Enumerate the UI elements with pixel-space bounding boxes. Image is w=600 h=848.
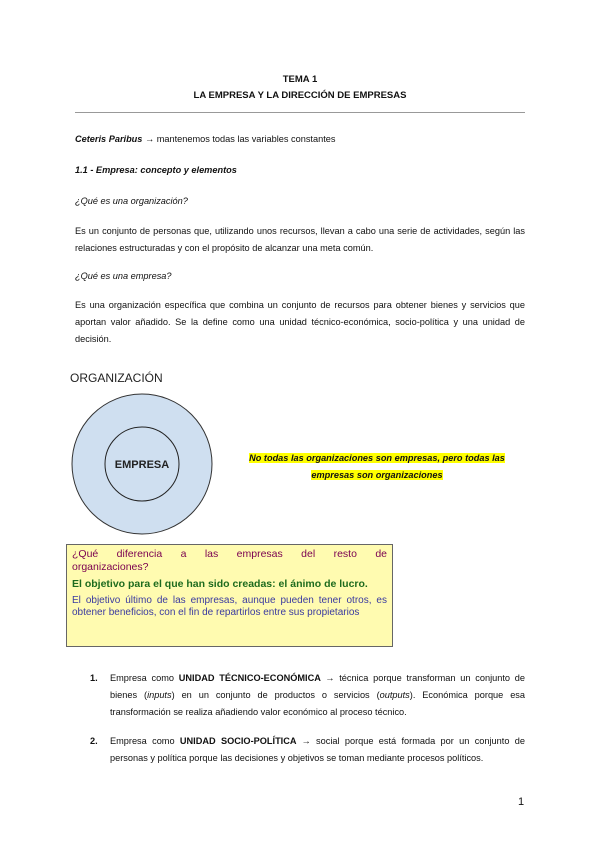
- arrow-symbol: →: [144, 134, 155, 144]
- callout-line-2: empresas son organizaciones: [311, 470, 443, 480]
- yellow-note-box: [66, 544, 393, 647]
- list-text: [110, 733, 525, 767]
- box-question-line-1: ¿Qué diferencia a las empresas del resto de: [72, 548, 387, 560]
- question-organizacion: ¿Qué es una organización?: [75, 196, 188, 206]
- list-number: 2.: [90, 736, 98, 746]
- list-number: 1.: [90, 673, 98, 683]
- ceteris-term: Ceteris Paribus: [75, 134, 143, 144]
- answer-empresa: Es una organización específica que combina un conjunto de recursos para obtener bienes y servicios que aportan valor añadido. Se la define como una unidad técnico-económica, socio-política y una unidad de decisión.: [75, 300, 525, 344]
- list-term: UNIDAD TÉCNICO-ECONÓMICA: [178, 673, 321, 683]
- list-text: [110, 670, 525, 721]
- doc-title: TEMA 1: [282, 74, 318, 85]
- section-heading: 1.1 - Empresa: concepto y elementos: [75, 165, 237, 175]
- box-question-line-2: organizaciones?: [72, 561, 149, 573]
- list-text-part: ) en un conjunto de productos o servicios (: [171, 690, 380, 700]
- list-lead: Empresa como: [110, 673, 179, 683]
- list-italic: outputs: [379, 690, 410, 700]
- arrow-symbol: →: [296, 736, 317, 746]
- callout-line-1: No todas las organizaciones son empresas, pero todas las: [249, 453, 505, 463]
- box-detail: El objetivo último de las empresas, aunque pueden tener otros, es obtener beneficios, con el fin de repartirlos entre sus propietarios: [72, 595, 387, 618]
- outer-label: ORGANIZACIÓN: [70, 371, 163, 385]
- list-item: [90, 733, 525, 767]
- inner-label: EMPRESA: [114, 459, 170, 471]
- box-answer: El objetivo para el que han sido creadas: el ánimo de lucro.: [72, 578, 368, 590]
- ceteris-paribus-line: [75, 131, 525, 148]
- list-term: UNIDAD SOCIO-POLÍTICA: [179, 736, 297, 746]
- arrow-symbol: →: [320, 673, 340, 683]
- doc-subtitle: LA EMPRESA Y LA DIRECCIÓN DE EMPRESAS: [193, 90, 407, 101]
- list-text-part: social porque está formada por un conjunto de personas y política porque las decisiones y objetivos se toman mediante procesos políticos.: [110, 736, 525, 763]
- answer-organizacion: Es un conjunto de personas que, utilizando unos recursos, llevan a cabo una serie de actividades, según las relaciones estructuradas y con el propósito de alcanzar una meta común.: [75, 226, 525, 253]
- question-empresa: ¿Qué es una empresa?: [75, 271, 172, 281]
- header-divider: [75, 112, 525, 113]
- callout-note: [238, 450, 516, 484]
- list-italic: inputs: [147, 690, 172, 700]
- ceteris-text: mantenemos todas las variables constantes: [154, 134, 336, 144]
- list-item: [90, 670, 525, 721]
- list-text-part: técnica porque transforman un conjunto de bienes (: [110, 673, 526, 700]
- organizacion-empresa-diagram: [60, 366, 230, 536]
- list-text-part: ). Económica porque esa transformación se realiza añadiendo valor económico al proceso técnico.: [110, 690, 526, 717]
- list-lead: Empresa como: [110, 736, 180, 746]
- page-number: 1: [518, 796, 525, 808]
